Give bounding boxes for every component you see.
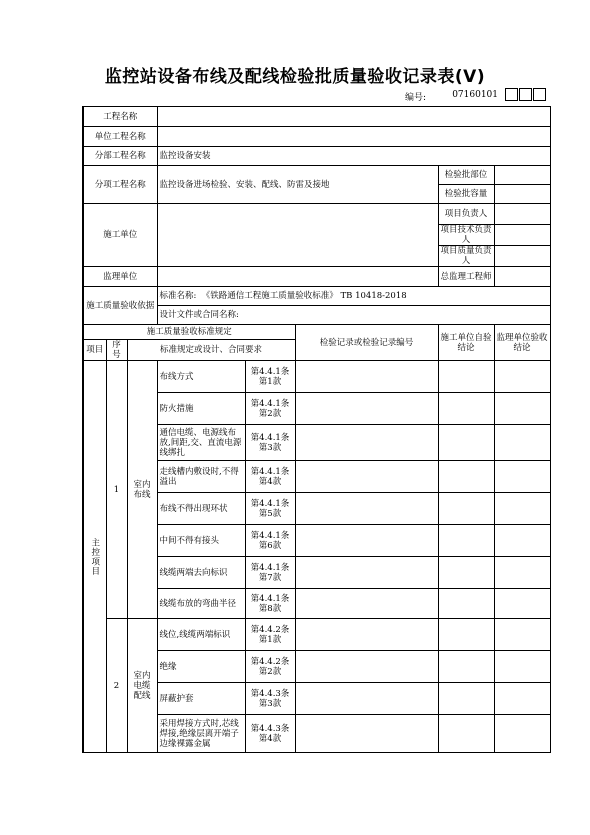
code-box[interactable] bbox=[533, 88, 546, 101]
req-header: 标准规定或设计、合同要求 bbox=[127, 340, 295, 361]
record-cell[interactable] bbox=[295, 425, 438, 461]
inspect-part-label: 检验批部位 bbox=[438, 166, 494, 185]
constructor-result-cell[interactable] bbox=[438, 461, 494, 493]
code-row bbox=[0, 88, 546, 104]
clause-cell: 第4.4.1条 第3款 bbox=[245, 425, 295, 461]
req-cell: 线缆两端去向标识 bbox=[157, 557, 245, 589]
unit-project-label: 单位工程名称 bbox=[83, 127, 157, 147]
record-cell[interactable] bbox=[295, 493, 438, 525]
constructor-result-cell[interactable] bbox=[438, 425, 494, 461]
supervisor-result-cell[interactable] bbox=[494, 493, 550, 525]
main-control-label: 主控项目 bbox=[89, 537, 100, 576]
group-name: 室内布线 bbox=[127, 361, 157, 619]
constructor-result-cell[interactable] bbox=[438, 651, 494, 683]
code-label: 编号: bbox=[404, 93, 426, 103]
tech-lead-label: 项目技术负责人 bbox=[438, 225, 494, 246]
constructor-result-cell[interactable] bbox=[438, 683, 494, 715]
constructor-result-cell[interactable] bbox=[438, 557, 494, 589]
req-cell: 线缆布放的弯曲半径 bbox=[157, 589, 245, 619]
constructor-result-cell[interactable] bbox=[438, 525, 494, 557]
subitem-value: 监控设备进场检验、安装、配线、防雷及接地 bbox=[157, 166, 438, 204]
code-box[interactable] bbox=[519, 88, 532, 101]
group-seq: 2 bbox=[106, 619, 127, 753]
clause-cell: 第4.4.1条 第4款 bbox=[245, 461, 295, 493]
constructor-result-cell[interactable] bbox=[438, 361, 494, 393]
supervisor-result-cell[interactable] bbox=[494, 715, 550, 753]
record-cell[interactable] bbox=[295, 619, 438, 651]
inspect-capacity-value[interactable] bbox=[494, 185, 550, 204]
req-cell: 屏蔽护套 bbox=[157, 683, 245, 715]
page-title: 监控站设备布线及配线检验批质量验收记录表(Ⅴ) bbox=[104, 67, 486, 87]
std-header: 施工质量验收标准规定 bbox=[83, 325, 295, 340]
code-boxes bbox=[504, 88, 546, 101]
supervisor-result-cell[interactable] bbox=[494, 557, 550, 589]
group-name: 室内电缆配线 bbox=[127, 619, 157, 753]
record-cell[interactable] bbox=[295, 715, 438, 753]
record-cell[interactable] bbox=[295, 525, 438, 557]
supervisor-result-cell[interactable] bbox=[494, 525, 550, 557]
standard-value: 《铁路通信工程施工质量验收标准》 TB 10418-2018 bbox=[201, 291, 407, 301]
clause-cell: 第4.4.1条 第1款 bbox=[245, 361, 295, 393]
constructor-result-cell[interactable] bbox=[438, 715, 494, 753]
clause-cell: 第4.4.1条 第5款 bbox=[245, 493, 295, 525]
clause-cell: 第4.4.2条 第1款 bbox=[245, 619, 295, 651]
req-cell: 布线不得出现环状 bbox=[157, 493, 245, 525]
supervisor-result-cell[interactable] bbox=[494, 393, 550, 425]
inspection-table bbox=[82, 106, 551, 753]
unit-project-value[interactable] bbox=[157, 127, 550, 147]
chief-supervisor-value[interactable] bbox=[494, 267, 550, 287]
req-cell: 防火措施 bbox=[157, 393, 245, 425]
pm-label: 项目负责人 bbox=[438, 204, 494, 225]
record-cell[interactable] bbox=[295, 557, 438, 589]
req-cell: 线位,线缆两端标识 bbox=[157, 619, 245, 651]
clause-cell: 第4.4.2条 第2款 bbox=[245, 651, 295, 683]
req-cell: 布线方式 bbox=[157, 361, 245, 393]
supervisor-result-cell[interactable] bbox=[494, 425, 550, 461]
basis-label: 施工质量验收依据 bbox=[83, 287, 157, 325]
constructor-label: 施工单位 bbox=[83, 204, 157, 267]
subitem-label: 分项工程名称 bbox=[83, 166, 157, 204]
constructor-result-cell[interactable] bbox=[438, 589, 494, 619]
clause-cell: 第4.4.3条 第4款 bbox=[245, 715, 295, 753]
item-header: 项目 bbox=[83, 340, 106, 361]
req-cell: 中间不得有接头 bbox=[157, 525, 245, 557]
constructor-result-cell[interactable] bbox=[438, 393, 494, 425]
req-cell: 通信电缆、电源线布放,间距,交、直流电源线绑扎 bbox=[157, 425, 245, 461]
supervisor-result-header: 监理单位验收结论 bbox=[494, 325, 550, 361]
chief-supervisor-label: 总监理工程师 bbox=[438, 267, 494, 287]
tech-lead-value[interactable] bbox=[494, 225, 550, 246]
seq-header: 序号 bbox=[106, 340, 127, 361]
main-control-cell bbox=[83, 361, 106, 753]
record-cell[interactable] bbox=[295, 461, 438, 493]
clause-cell: 第4.4.3条 第3款 bbox=[245, 683, 295, 715]
supervisor-label: 监理单位 bbox=[83, 267, 157, 287]
constructor-result-cell[interactable] bbox=[438, 619, 494, 651]
supervisor-result-cell[interactable] bbox=[494, 589, 550, 619]
req-cell: 走线槽内敷设时,不得溢出 bbox=[157, 461, 245, 493]
record-cell[interactable] bbox=[295, 589, 438, 619]
quality-lead-value[interactable] bbox=[494, 246, 550, 267]
record-cell[interactable] bbox=[295, 361, 438, 393]
project-name-label: 工程名称 bbox=[83, 107, 157, 127]
record-cell[interactable] bbox=[295, 651, 438, 683]
project-name-value[interactable] bbox=[157, 107, 550, 127]
supervisor-result-cell[interactable] bbox=[494, 461, 550, 493]
clause-cell: 第4.4.1条 第8款 bbox=[245, 589, 295, 619]
clause-cell: 第4.4.1条 第7款 bbox=[245, 557, 295, 589]
clause-cell: 第4.4.1条 第6款 bbox=[245, 525, 295, 557]
pm-value[interactable] bbox=[494, 204, 550, 225]
req-cell: 绝缘 bbox=[157, 651, 245, 683]
supervisor-value[interactable] bbox=[157, 267, 438, 287]
supervisor-result-cell[interactable] bbox=[494, 651, 550, 683]
supervisor-result-cell[interactable] bbox=[494, 361, 550, 393]
design-label: 设计文件或合同名称: bbox=[157, 306, 550, 325]
division-value: 监控设备安装 bbox=[157, 147, 550, 166]
group-seq: 1 bbox=[106, 361, 127, 619]
standard-row bbox=[157, 287, 550, 306]
clause-cell: 第4.4.1条 第2款 bbox=[245, 393, 295, 425]
quality-lead-label: 项目质量负责人 bbox=[438, 246, 494, 267]
supervisor-result-cell[interactable] bbox=[494, 683, 550, 715]
code-box[interactable] bbox=[505, 88, 518, 101]
constructor-value[interactable] bbox=[157, 204, 438, 267]
division-label: 分部工程名称 bbox=[83, 147, 157, 166]
constructor-result-cell[interactable] bbox=[438, 493, 494, 525]
req-cell: 采用焊接方式时,芯线焊接,绝缘层离开端子边缘裸露金属 bbox=[157, 715, 245, 753]
record-cell[interactable] bbox=[295, 393, 438, 425]
code-value: 07160101 bbox=[452, 90, 498, 100]
inspect-capacity-label: 检验批容量 bbox=[438, 185, 494, 204]
standard-label: 标准名称: bbox=[159, 291, 197, 301]
record-cell[interactable] bbox=[295, 683, 438, 715]
record-header: 检验记录或检验记录编号 bbox=[295, 325, 438, 361]
inspect-part-value[interactable] bbox=[494, 166, 550, 185]
constructor-result-header: 施工单位自验结论 bbox=[438, 325, 494, 361]
supervisor-result-cell[interactable] bbox=[494, 619, 550, 651]
